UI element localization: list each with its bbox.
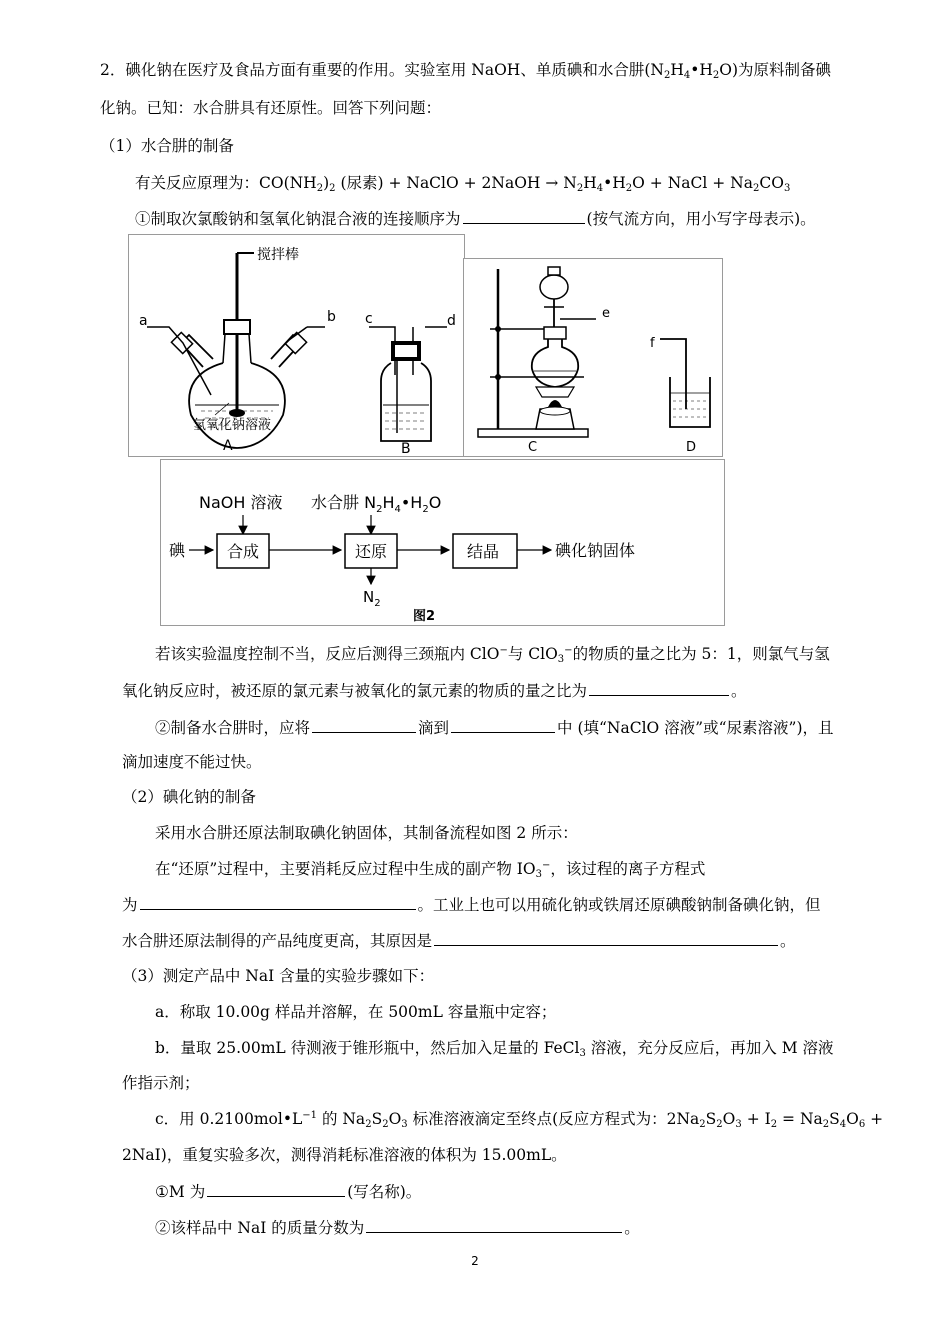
sodium-iodide-solid-label: 碘化钠固体 — [555, 541, 636, 560]
answer-blank-mass-fraction[interactable] — [366, 1217, 622, 1233]
answer-blank-drop-target[interactable] — [451, 717, 555, 733]
reaction-equation: 有关反应原理为：$CO(NH_2)_2$ (尿素) + NaClO + 2NaOH → $N_2H_4•H_2O$ + NaCl + $Na_2CO_3$ — [135, 174, 791, 194]
stirrer-label: 搅拌棒 — [257, 247, 299, 263]
hydrazine-label: 水合肼 $N_2H_4•H_2O$ — [311, 493, 442, 515]
question-mass-fraction: ②该样品中 NaI 的质量分数为 。 — [155, 1219, 640, 1237]
question-indicator: ①M 为 (写名称)。 — [155, 1183, 422, 1201]
synthesis-label: 合成 — [227, 542, 260, 561]
label-c: c — [365, 311, 373, 327]
naoh-solution-label: NaOH 溶液 — [199, 493, 283, 512]
part-2-question-line-2: 为 。工业上也可以用硫化钠或铁屑还原碘酸钠制备碘化钠，但 — [122, 896, 821, 914]
label-f: f — [650, 336, 655, 351]
reduction-label: 还原 — [355, 542, 388, 561]
answer-blank-ratio[interactable] — [589, 680, 729, 696]
answer-blank-connection-order[interactable] — [463, 208, 585, 224]
label-D: D — [686, 440, 697, 455]
part-1-heading: （1）水合肼的制备 — [100, 137, 234, 155]
part-2-intro: 采用水合肼还原法制取碘化钠固体，其制备流程如图 2 所示： — [155, 824, 578, 842]
label-B: B — [401, 441, 411, 456]
part-2-heading: （2）碘化钠的制备 — [122, 788, 256, 806]
figure-2-flowchart — [160, 459, 725, 626]
step-c-line-2: 2NaI)，重复实验多次，测得消耗标准溶液的体积为 15.00mL。 — [122, 1146, 567, 1164]
page-number: 2 — [471, 1254, 479, 1268]
sub-question-2-line-1: ②制备水合肼时，应将 滴到 中 (填“NaClO 溶液”或“尿素溶液”)，且 — [155, 719, 834, 737]
question-intro-line-2: 化钠。已知：水合肼具有还原性。回答下列问题： — [100, 99, 442, 117]
sub-question-2-line-2: 滴加速度不能过快。 — [122, 753, 262, 771]
label-b: b — [327, 309, 336, 325]
part-2-question-line-3: 水合肼还原法制得的产品纯度更高，其原因是 。 — [122, 932, 796, 950]
step-b-line-2: 作指示剂； — [122, 1074, 200, 1092]
label-A: A — [223, 438, 233, 454]
figure-1-apparatus-a-b — [128, 234, 465, 457]
iodine-label: 碘 — [169, 541, 186, 560]
nitrogen-label: $N_2$ — [363, 588, 381, 609]
answer-blank-purity-reason[interactable] — [434, 930, 778, 946]
step-b-line-1: b．量取 25.00mL 待测液于锥形瓶中，然后加入足量的 FeCl$_3$ 溶液，充分反应后，再加入 M 溶液 — [155, 1039, 834, 1059]
part-3-heading: （3）测定产品中 NaI 含量的实验步骤如下： — [122, 967, 435, 985]
question-intro-line-1: 2．碘化钠在医疗及食品方面有重要的作用。实验室用 NaOH、单质碘和水合肼$(N_2H_4•H_2O)$为原料制备碘 — [100, 61, 832, 81]
figure-1-apparatus-c-d — [463, 258, 723, 457]
label-C: C — [528, 440, 538, 455]
answer-blank-drop-source[interactable] — [312, 717, 416, 733]
temperature-paragraph-line-2: 氧化钠反应时，被还原的氯元素与被氧化的氯元素的物质的量之比为 。 — [122, 682, 747, 700]
label-d: d — [447, 313, 456, 329]
label-e: e — [602, 306, 610, 321]
sodium-hydroxide-label: 氢氧化钠溶液 — [193, 418, 272, 433]
step-c-line-1: c．用 $0.2100mol•L^{-1}$ 的 $Na_2S_2O_3$ 标准溶液滴定至终点(反应方程式为：$2Na_2S_2O_3 + I_2 = Na_2S_4O_6$ + — [155, 1110, 884, 1130]
step-a: a．称取 10.00g 样品并溶解，在 500mL 容量瓶中定容； — [155, 1003, 557, 1021]
temperature-paragraph-line-1: 若该实验温度控制不当，反应后测得三颈瓶内 ClO−与 ClO$_3$−的物质的量之比为 5：1，则氯气与氢 — [155, 645, 830, 665]
crystallization-label: 结晶 — [467, 542, 500, 561]
part-2-question-line-1: 在“还原”过程中，主要消耗反应过程中生成的副产物 $IO_3^-$，该过程的离子方程式 — [155, 860, 706, 880]
label-a: a — [139, 313, 148, 329]
sub-question-1: ①制取次氯酸钠和氢氧化钠混合液的连接顺序为 (按气流方向，用小写字母表示)。 — [135, 210, 816, 228]
figure-2-caption: 图2 — [413, 609, 436, 624]
answer-blank-ionic-equation[interactable] — [140, 894, 416, 910]
answer-blank-indicator-name[interactable] — [207, 1181, 345, 1197]
